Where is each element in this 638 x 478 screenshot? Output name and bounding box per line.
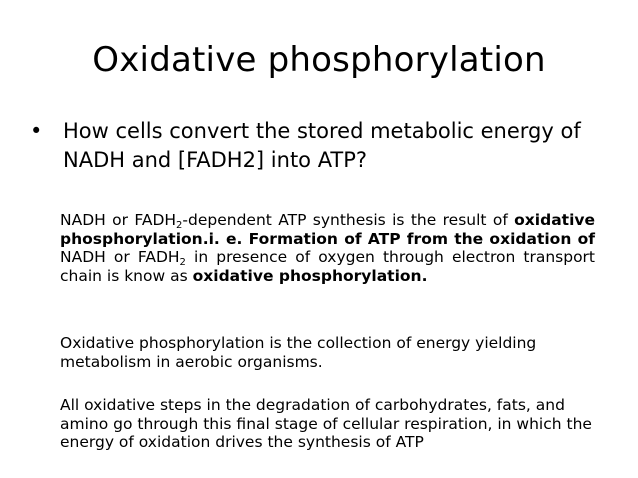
slide-title: Oxidative phosphorylation	[92, 40, 546, 80]
paragraph-oxidative-steps: All oxidative steps in the degradation of carbohydrates, fats, and amino go through this final stage of cellular respiration, in which the energy of oxidation drives the synthesis of ATP	[60, 396, 592, 451]
p1-text-1: NADH or FADH	[60, 211, 177, 229]
p1-text-4: in presence of oxygen through electron transport chain is know as	[60, 248, 595, 285]
p1-text-3: NADH or FADH	[60, 248, 180, 266]
paragraph-definition	[60, 211, 595, 285]
p1-bold-1: oxidative phosphorylation.i. e. Formation of ATP from the oxidation of	[60, 211, 595, 248]
p1-subscript-2: 2	[179, 257, 186, 268]
bullet-text: How cells convert the stored metabolic energy of NADH and [FADH2] into ATP?	[63, 119, 581, 172]
p1-bold-2: oxidative phosphorylation.	[192, 266, 428, 285]
paragraph-collection: Oxidative phosphorylation is the collection of energy yielding metabolism in aerobic organisms.	[60, 334, 537, 371]
p1-subscript-1: 2	[176, 220, 183, 231]
p1-text-2: -dependent ATP synthesis is the result of	[182, 211, 515, 229]
bullet-icon: •	[30, 119, 43, 143]
